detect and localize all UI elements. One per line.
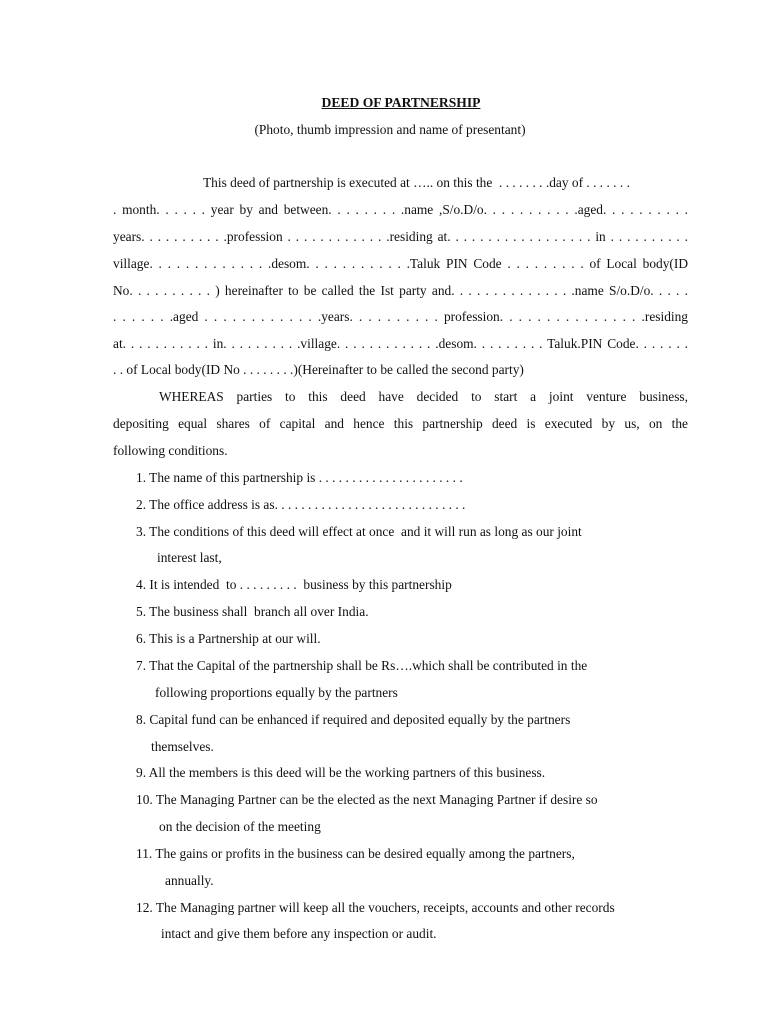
condition-item: 7. That the Capital of the partnership shall be Rs….which shall be contributed in the <box>136 658 588 673</box>
preamble-line: No. . . . . . . . . . ) hereinafter to be called the Ist party and. . . . . . . . . . . . . . .name S/o.D/o. . . . . <box>113 283 688 298</box>
condition-item: 2. The office address is as. . . . . . . . . . . . . . . . . . . . . . . . . . . . . <box>136 497 466 512</box>
condition-continuation: intact and give them before any inspection or audit. <box>161 926 437 941</box>
condition-continuation: interest last, <box>157 550 222 565</box>
preamble-line: . month. . . . . . year by and between. . . . . . . . .name ,S/o.D/o. . . . . . . . . . .aged. . . . . . . . . . <box>113 202 688 217</box>
condition-item: 6. This is a Partnership at our will. <box>136 631 321 646</box>
document-subtitle: (Photo, thumb impression and name of presentant) <box>254 122 526 137</box>
condition-item: 10. The Managing Partner can be the elected as the next Managing Partner if desire so <box>136 792 598 807</box>
condition-item: 4. It is intended to . . . . . . . . . business by this partnership <box>136 577 452 592</box>
condition-continuation: on the decision of the meeting <box>159 819 321 834</box>
condition-item: 9. All the members is this deed will be the working partners of this business. <box>136 765 546 780</box>
preamble-line: at. . . . . . . . . . . in. . . . . . . . . .village. . . . . . . . . . . . .desom. . . . . . . . . Taluk.PIN Code. . . . . . . <box>113 336 688 351</box>
condition-item: 3. The conditions of this deed will effect at once and it will run as long as our joint <box>136 524 582 539</box>
preamble-line: . . . . . . .aged . . . . . . . . . . . . .years. . . . . . . . . . profession. . . . . . . . . . . . . . . .residing <box>113 309 688 324</box>
condition-item: 5. The business shall branch all over India. <box>136 604 369 619</box>
condition-continuation: following proportions equally by the partners <box>155 685 398 700</box>
preamble-line: years. . . . . . . . . . .profession . . . . . . . . . . . . .residing at. . . . . . . . . . . . . . . . . . in . . . . . . . . . . <box>113 229 688 244</box>
preamble-line: This deed of partnership is executed at ….. on this the . . . . . . . .day of . . . . . . . <box>203 175 630 190</box>
document-title: DEED OF PARTNERSHIP <box>321 95 481 110</box>
condition-item: 12. The Managing partner will keep all the vouchers, receipts, accounts and other records <box>136 900 615 915</box>
preamble-line: village. . . . . . . . . . . . . .desom. . . . . . . . . . . .Taluk PIN Code . . . . . . . . . of Local body(ID <box>113 256 688 271</box>
condition-continuation: annually. <box>165 873 214 888</box>
whereas-line: WHEREAS parties to this deed have decided to start a joint venture business, <box>159 389 688 404</box>
condition-item: 8. Capital fund can be enhanced if required and deposited equally by the partners <box>136 712 571 727</box>
whereas-line: following conditions. <box>113 443 228 458</box>
whereas-line: depositing equal shares of capital and hence this partnership deed is executed by us, on the <box>113 416 688 431</box>
condition-item: 11. The gains or profits in the business can be desired equally among the partners, <box>136 846 575 861</box>
preamble-line: . . of Local body(ID No . . . . . . . .)(Hereinafter to be called the second party) <box>113 362 524 377</box>
condition-continuation: themselves. <box>151 739 214 754</box>
condition-item: 1. The name of this partnership is . . . . . . . . . . . . . . . . . . . . . . <box>136 470 463 485</box>
